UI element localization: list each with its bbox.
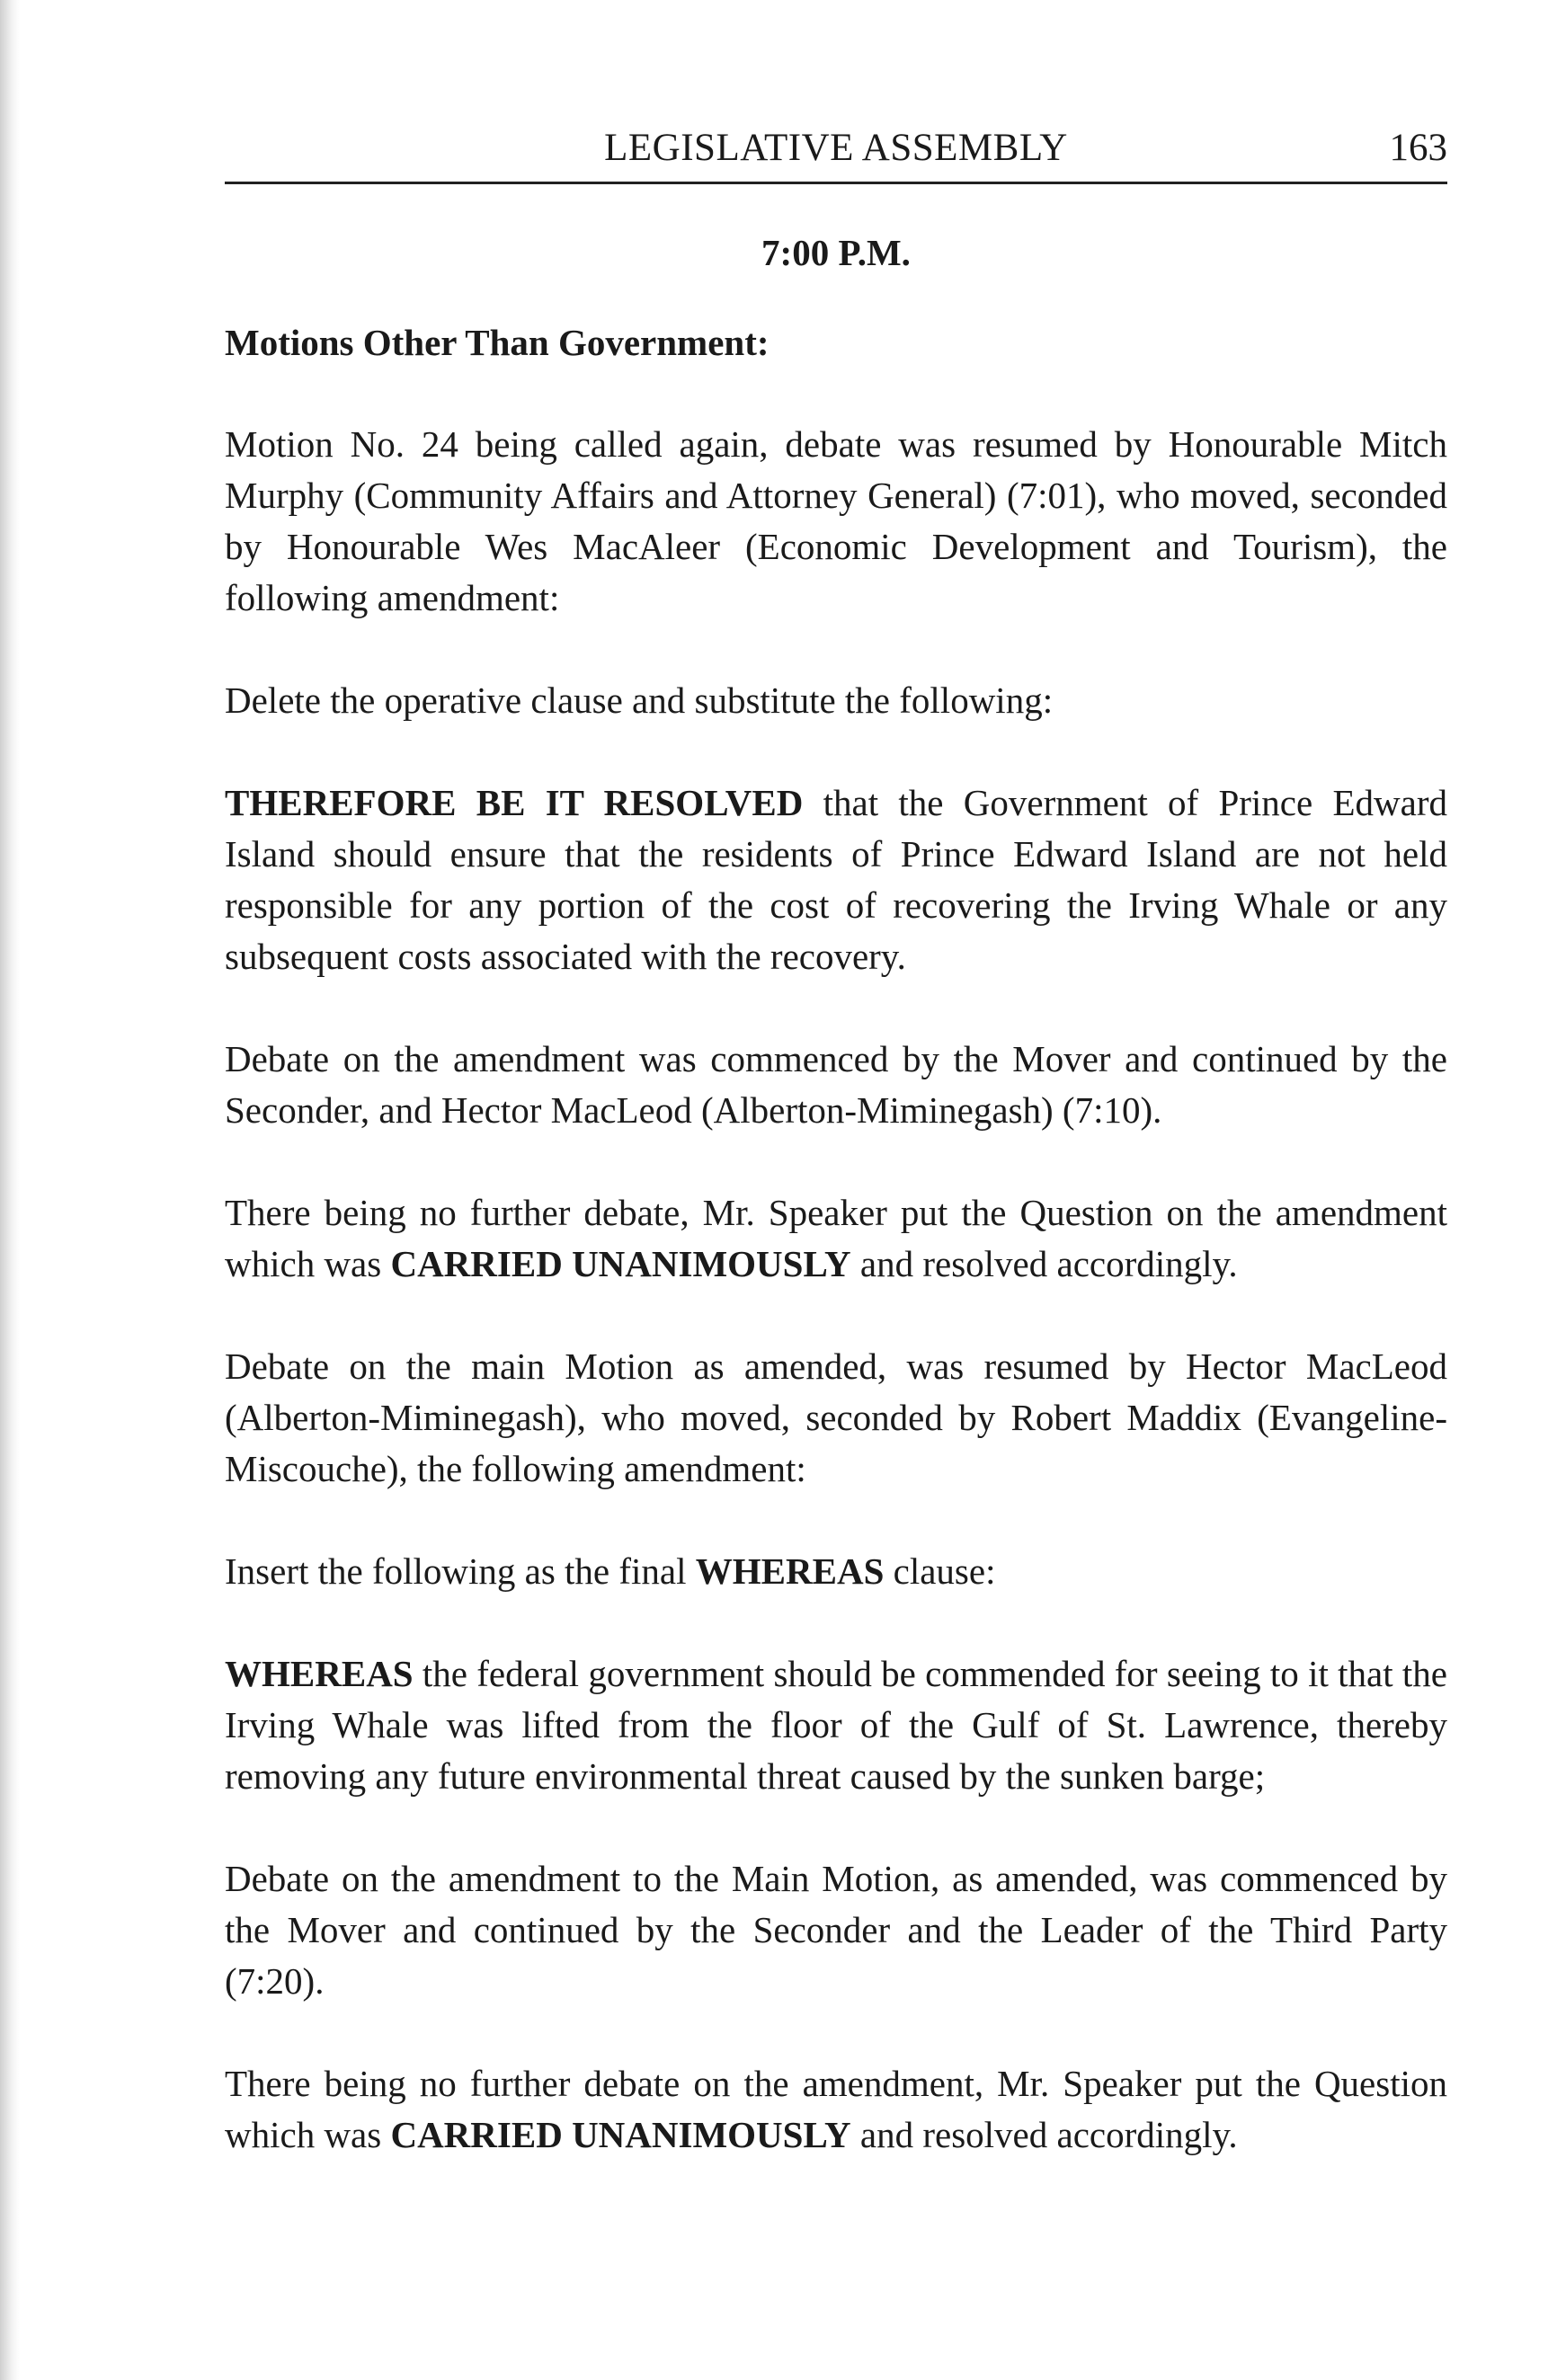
document-page — [225, 126, 1447, 2161]
question-text-end: and resolved accordingly. — [850, 1243, 1238, 1284]
insert-text-end: clause: — [884, 1550, 996, 1592]
resolution-text: that the Government of Prince Edward Island should ensure that the residents of Prince Edward Island are not held responsible for any portion of the cost of recovering the Irving Whale or any subsequent costs associated with the recovery. — [225, 782, 1447, 977]
whereas-keyword: WHEREAS — [695, 1550, 885, 1592]
whereas-clause-keyword: WHEREAS — [225, 1653, 414, 1694]
final-carried-unanimously-label: CARRIED UNANIMOUSLY — [390, 2114, 851, 2155]
carried-unanimously-label: CARRIED UNANIMOUSLY — [390, 1243, 851, 1284]
running-header-title: LEGISLATIVE ASSEMBLY — [604, 127, 1068, 169]
paragraph-insert-whereas — [225, 1546, 1447, 1597]
page-number: 163 — [1389, 127, 1447, 169]
running-header — [225, 126, 1447, 184]
paragraph-amendment-debate-main: Debate on the amendment to the Main Motion, as amended, was commenced by the Mover and continued by the Seconder and the Leader of the Third Party (7:20). — [225, 1858, 1447, 2002]
paragraph-main-motion-debate: Debate on the main Motion as amended, was resumed by Hector MacLeod (Alberton-Miminegash), who moved, seconded by Robert Maddix (Evangeline-Miscouche), the following amendment: — [225, 1345, 1447, 1489]
paragraph-delete-clause: Delete the operative clause and substitute the following: — [225, 679, 1054, 721]
question-text-start: There being no further debate, Mr. Speaker put the Question on the amendment which was — [225, 1192, 1447, 1284]
paragraph-question-carried — [225, 1187, 1447, 1290]
time-heading: 7:00 P.M. — [761, 232, 911, 273]
page-spine-shadow — [0, 0, 20, 2380]
section-heading: Motions Other Than Government: — [225, 322, 770, 363]
paragraph-final-question — [225, 2058, 1447, 2161]
paragraph-debate-amendment: Debate on the amendment was commenced by the Mover and continued by the Seconder, and Hector MacLeod (Alberton-Miminegash) (7:10). — [225, 1038, 1447, 1131]
final-question-start: There being no further debate on the amendment, Mr. Speaker put the Question which was — [225, 2063, 1447, 2155]
paragraph-resolution — [225, 777, 1447, 982]
final-question-end: and resolved accordingly. — [850, 2114, 1238, 2155]
resolution-keyword: THEREFORE BE IT RESOLVED — [225, 782, 804, 823]
whereas-clause-text: the federal government should be commended for seeing to it that the Irving Whale was lifted from the floor of the Gulf of St. Lawrence, thereby removing any future environmental threat caused by the sunken barge; — [225, 1653, 1447, 1797]
insert-text-start: Insert the following as the final — [225, 1550, 696, 1592]
paragraph-whereas-clause — [225, 1648, 1447, 1802]
paragraph-motion-resumed: Motion No. 24 being called again, debate was resumed by Honourable Mitch Murphy (Community Affairs and Attorney General) (7:01), who moved, seconded by Honourable Wes MacAleer (Economic Development and Tourism), the following amendment: — [225, 423, 1447, 618]
